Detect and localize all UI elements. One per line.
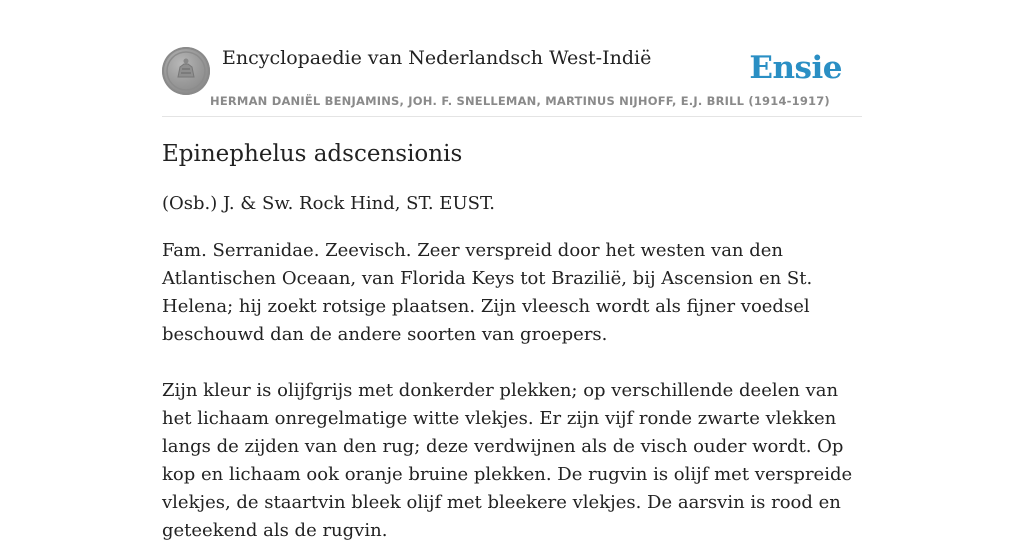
entry-title: Epinephelus adscensionis [162, 141, 463, 167]
brand-logo[interactable]: Ensie [749, 50, 842, 86]
coin-emblem-icon[interactable] [162, 47, 210, 95]
entry-content [162, 138, 862, 545]
book-title[interactable]: Encyclopaedie van Nederlandsch West-Indië [222, 47, 652, 69]
entry-subtitle: (Osb.) J. & Sw. Rock Hind, ST. EUST. [162, 193, 496, 214]
book-authors: HERMAN DANIËL BENJAMINS, JOH. F. SNELLEMAN, MARTINUS NIJHOFF, E.J. BRILL (1914-1917) [210, 94, 830, 108]
header [162, 42, 862, 117]
entry-paragraph: Fam. Serranidae. Zeevisch. Zeer verspreid door het westen van den Atlantischen Oceaan, van Florida Keys tot Brazilië, bij Ascension en St. Helena; hij zoekt rotsige plaatsen. Zijn vleesch wordt als fijner voedsel beschouwd dan de andere soorten van groepers. [162, 240, 813, 345]
entry-paragraph: Zijn kleur is olijfgrijs met donkerder plekken; op verschillende deelen van het lichaam onregelmatige witte vlekjes. Er zijn vijf ronde zwarte vlekken langs de zijden van den rug; deze verdwijnen als de visch ouder wordt. Op kop en lichaam ook oranje bruine plekken. De rugvin is olijf met verspreide vlekjes, de staartvin bleek olijf met bleekere vlekjes. De aarsvin is rood en geteekend als de rugvin. [162, 380, 853, 541]
